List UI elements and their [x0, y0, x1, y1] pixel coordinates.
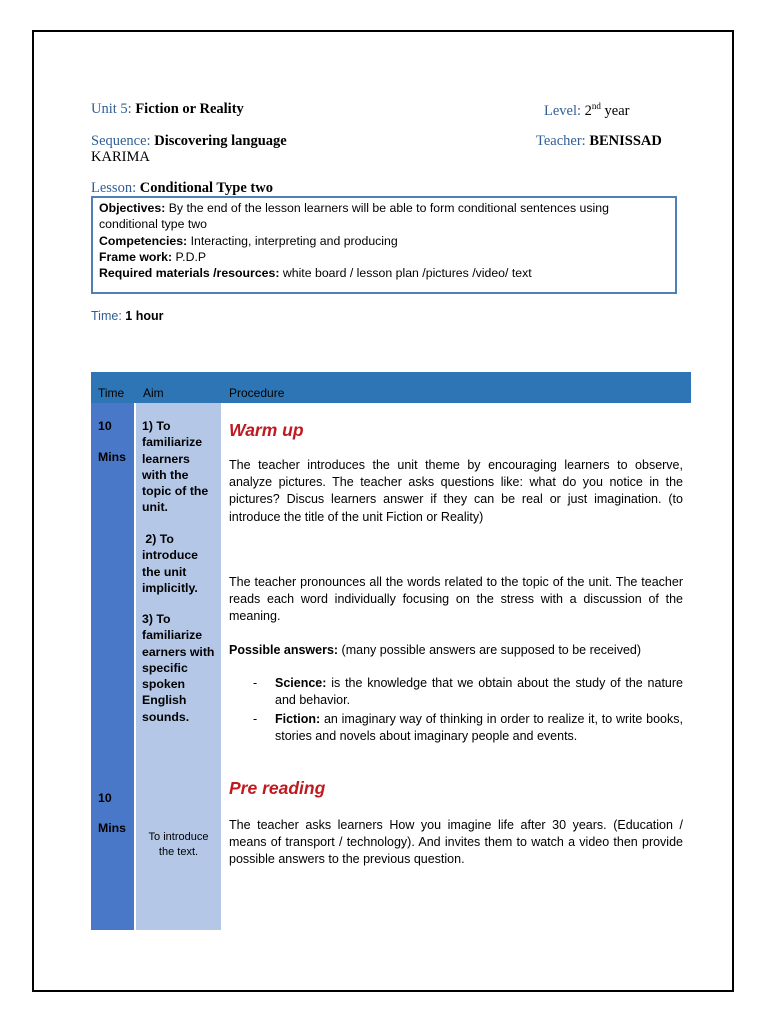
teacher-value: BENISSAD [589, 133, 662, 149]
aim-1-line: unit. [142, 500, 168, 515]
time-1-value: 10 [98, 419, 112, 433]
framework-label: Frame work: [99, 249, 173, 264]
aim-4-line: the text. [158, 845, 199, 858]
time-2-unit: Mins [98, 821, 127, 835]
possible-answers-text: (many possible answers are supposed to be received) [338, 643, 642, 657]
time-column [91, 403, 134, 930]
sequence-line [91, 133, 287, 150]
header-time: Time [98, 386, 125, 400]
time-2-value: 10 [98, 791, 112, 805]
warm-up-paragraph-2: The teacher pronounces all the words related to the topic of the unit. The teacher reads each word individually focusing on the stress with a discussion of the meaning. [229, 575, 683, 624]
framework-row [99, 249, 669, 265]
aim-1-line: with the [142, 467, 189, 482]
objectives-text-2: conditional type two [99, 217, 208, 232]
materials-row [99, 265, 669, 281]
time-1-unit: Mins [98, 450, 127, 464]
materials-text: white board / lesson plan /pictures /video/ text [282, 266, 532, 281]
pre-reading-paragraph: The teacher asks learners How you imagine life after 30 years. (Education / means of transport / technology). And invites them to watch a video then provide possible answers to the previous question. [229, 818, 683, 867]
science-text: is the knowledge that we obtain about the study of the nature and behavior. [275, 676, 683, 708]
bullet-fiction-mark: - [253, 712, 258, 726]
teacher-value-2: KARIMA [91, 149, 150, 165]
aim-2-line: implicitly. [142, 580, 198, 595]
fiction-text: an imaginary way of thinking in order to realize it, to write books, stories and novels about imaginary people and events. [275, 712, 683, 744]
warm-up-paragraph-1: The teacher introduces the unit theme by encouraging learners to observe, analyze pictures. The teacher asks questions like: what do you notice in the pictures? Discus learners answer if they can be real or just imagination. (to introduce the title of the unit Fiction or Reality) [229, 458, 683, 524]
header-aim: Aim [143, 386, 164, 400]
level-label: Level: [544, 102, 582, 119]
aim-2-line: introduce [142, 548, 199, 563]
bullet-science-mark: - [253, 676, 258, 690]
unit-line [91, 101, 244, 118]
competencies-label: Competencies: [99, 233, 188, 248]
header-procedure: Procedure [229, 386, 285, 400]
time-line [91, 309, 163, 323]
sequence-value: Discovering language [154, 133, 287, 149]
aim-1-line: 1) To [142, 419, 171, 433]
unit-label: Unit 5: [91, 101, 132, 117]
aim-2-line: 2) To [142, 532, 174, 546]
sequence-label: Sequence: [91, 133, 151, 149]
aim-1-line: learners [142, 451, 190, 466]
time-label: Time: [91, 309, 122, 323]
teacher-line [536, 133, 662, 150]
aim-1-line: familiarize [142, 435, 203, 450]
lesson-label: Lesson: [91, 180, 137, 196]
objectives-label: Objectives: [99, 201, 166, 215]
aim-3-line: sounds. [142, 709, 190, 724]
level-rest: year [600, 102, 630, 119]
aim-4-line: To introduce [148, 831, 209, 843]
competencies-row [99, 233, 669, 249]
aim-3-line: English [142, 693, 187, 708]
objectives-box [91, 196, 677, 294]
pre-reading-heading: Pre reading [229, 778, 326, 798]
possible-answers [229, 642, 683, 659]
aim-2-line: the unit [142, 564, 187, 579]
teacher-label: Teacher: [536, 133, 586, 149]
aim-1 [142, 418, 220, 516]
aim-3 [142, 611, 220, 725]
aim-1-line: topic of the [142, 484, 209, 499]
lesson-value: Conditional Type two [139, 180, 273, 196]
warm-up-heading: Warm up [229, 420, 304, 440]
competencies-text: Interacting, interpreting and producing [190, 233, 398, 248]
materials-label: Required materials /resources: [99, 266, 280, 281]
science-label: Science: [275, 676, 327, 690]
aim-3-line: spoken [142, 677, 186, 692]
objectives-text-1: By the end of the lesson learners will be able to form conditional sentences using [168, 201, 609, 215]
aim-3-line: familiarize [142, 628, 203, 643]
unit-value: Fiction or Reality [135, 101, 244, 117]
lesson-line [91, 180, 273, 197]
aim-3-line: specific [142, 660, 188, 675]
table-header [91, 372, 691, 403]
possible-answers-label: Possible answers: [229, 643, 339, 657]
aim-2 [142, 531, 220, 596]
aim-4 [136, 830, 221, 859]
level-num: 2 [584, 102, 592, 119]
fiction-label: Fiction: [275, 712, 321, 726]
framework-text: P.D.P [175, 249, 207, 264]
bullet-fiction [275, 711, 683, 745]
aim-3-line: 3) To [142, 612, 171, 626]
bullet-science [275, 675, 683, 709]
objectives-row [99, 200, 669, 216]
time-value: 1 hour [125, 309, 164, 323]
level-sup: nd [591, 101, 601, 111]
aim-3-line: earners with [142, 644, 215, 659]
level-line [544, 101, 630, 120]
